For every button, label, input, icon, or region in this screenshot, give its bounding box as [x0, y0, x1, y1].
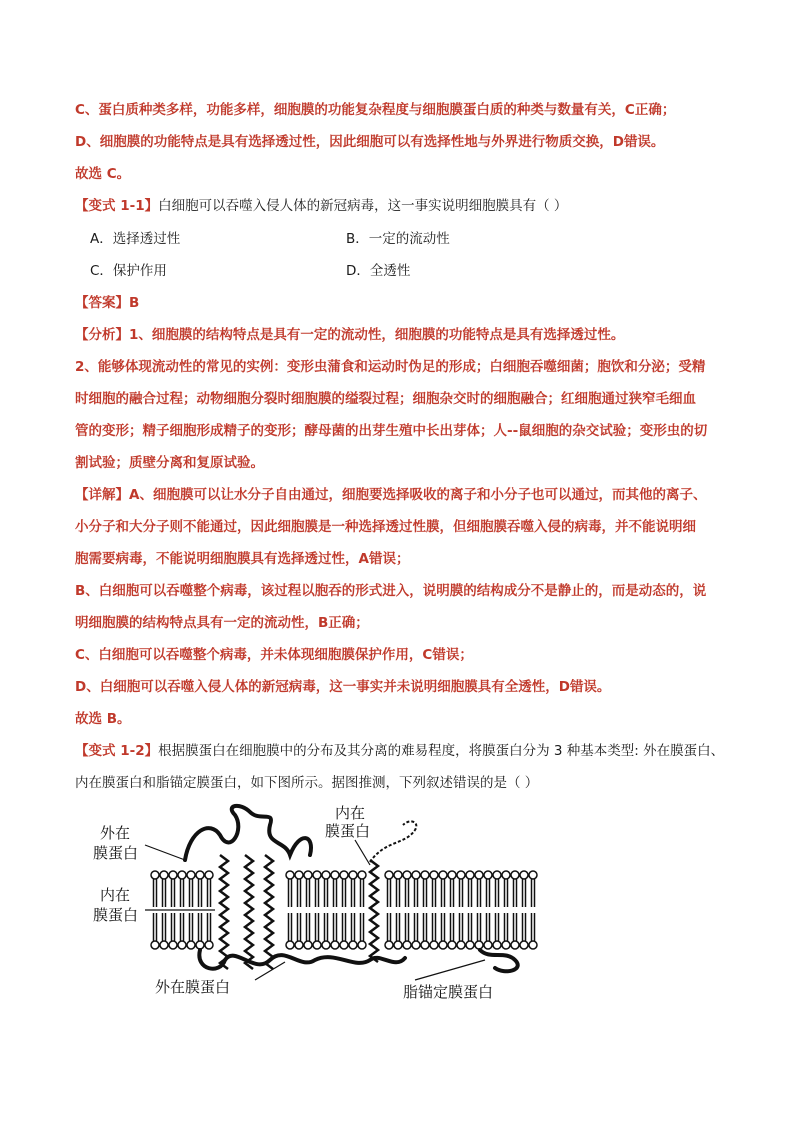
choose2-prefix: 故选	[75, 711, 107, 727]
lipid-tail	[334, 913, 337, 941]
lipid-head	[511, 941, 519, 949]
lipid-head	[322, 871, 330, 879]
choose-b-line	[75, 709, 131, 729]
detail-d-letter: D	[558, 679, 570, 695]
lipid-tail	[190, 913, 193, 941]
detail-d-text: D、白细胞可以吞噬入侵人体的新冠病毒，这一事实并未说明细胞膜具有全透性，	[75, 679, 559, 695]
lipid-head	[430, 871, 438, 879]
lipid-tail	[163, 913, 166, 941]
lipid-tail	[388, 879, 391, 907]
lipid-head	[349, 871, 357, 879]
lipid-head	[421, 941, 429, 949]
lipid-head	[466, 871, 474, 879]
variant-1-1-text: 白细胞可以吞噬入侵人体的新冠病毒，这一事实说明细胞膜具有（ ）	[158, 198, 568, 214]
lipid-tail	[172, 913, 175, 941]
analysis-line-5: 割试验；质壁分离和复原试验。	[75, 455, 264, 471]
lipid-tail	[316, 879, 319, 907]
lipid-tail	[523, 879, 526, 907]
detail-d-line	[75, 677, 610, 697]
lipid-head	[394, 941, 402, 949]
transmembrane-helix-4	[370, 860, 378, 962]
leader-inner-top	[355, 840, 370, 865]
lipid-tail	[343, 913, 346, 941]
label-lipid-anchor: 脂锚定膜蛋白	[403, 983, 494, 1001]
lipid-head	[385, 871, 393, 879]
lipid-head	[529, 941, 537, 949]
lipid-head	[430, 941, 438, 949]
lipid-head	[151, 941, 159, 949]
choose-suffix: 。	[116, 166, 131, 182]
lipid-head	[196, 941, 204, 949]
lipid-head	[502, 941, 510, 949]
lipid-head	[511, 871, 519, 879]
detail-a-3: 胞需要病毒，不能说明细胞膜具有选择透过性，	[75, 551, 359, 567]
lipid-tail	[442, 913, 445, 941]
lipid-head	[520, 871, 528, 879]
lipid-head	[448, 941, 456, 949]
item-d-tail: 错误。	[623, 134, 665, 150]
lipid-head	[484, 941, 492, 949]
lipid-tail	[397, 879, 400, 907]
lipid-tail	[199, 879, 202, 907]
lipid-head	[205, 941, 213, 949]
answer-value: B	[129, 295, 140, 311]
item-d-letter: D	[612, 134, 624, 150]
lipid-tail	[424, 913, 427, 941]
lipid-tail	[208, 913, 211, 941]
lipid-head	[178, 871, 186, 879]
lipid-tail	[532, 913, 535, 941]
choose2-answer: B	[106, 711, 117, 727]
lipid-tail	[415, 913, 418, 941]
lipid-head	[412, 871, 420, 879]
lipid-tail	[514, 913, 517, 941]
lipid-head	[187, 871, 195, 879]
detail-c-letter: C	[422, 647, 433, 663]
lipid-tail	[487, 879, 490, 907]
lipid-head	[484, 871, 492, 879]
detail-line-1	[75, 485, 706, 505]
lipid-tail	[325, 913, 328, 941]
label-outer-top-2: 膜蛋白	[93, 844, 139, 862]
leader-lipid-anchor	[415, 960, 485, 980]
lipid-tail	[406, 913, 409, 941]
label-inner-left-2: 膜蛋白	[93, 906, 139, 924]
lipid-head	[466, 941, 474, 949]
label-inner-top-1: 内在	[335, 804, 366, 822]
lipid-tail	[352, 913, 355, 941]
lipid-tail	[163, 879, 166, 907]
detail-tag: 【详解】	[75, 487, 129, 503]
lipid-tail	[478, 879, 481, 907]
item-c-text: C、蛋白质种类多样，功能多样，细胞膜的功能复杂程度与细胞膜蛋白质的种类与数量有关，	[75, 102, 625, 118]
analysis-line-3: 时细胞的融合过程；动物细胞分裂时细胞膜的缢裂过程；细胞杂交时的细胞融合；红细胞通过狭窄毛细血	[75, 391, 696, 407]
analysis-text-1: 1、细胞膜的结构特点是具有一定的流动性，细胞膜的功能特点是具有选择透过性。	[129, 327, 625, 343]
option-c: C．保护作用	[90, 263, 167, 279]
lipid-head	[322, 941, 330, 949]
lipid-head	[448, 871, 456, 879]
lipid-tail	[307, 913, 310, 941]
variant-1-2-line-2: 内在膜蛋白和脂锚定膜蛋白，如下图所示。据图推测，下列叙述错误的是（ ）	[75, 775, 539, 791]
item-d-line	[75, 132, 664, 152]
option-a: A．选择透过性	[90, 231, 181, 247]
inner-protein-top-tail	[370, 821, 416, 862]
lipid-head	[160, 941, 168, 949]
lipid-tail	[298, 879, 301, 907]
lipid-head	[187, 941, 195, 949]
analysis-tag: 【分析】	[75, 327, 129, 343]
lipid-head	[178, 941, 186, 949]
lipid-tail	[199, 913, 202, 941]
lipid-tail	[532, 879, 535, 907]
lipid-tail	[469, 913, 472, 941]
lipid-tail	[172, 879, 175, 907]
choose-c-line	[75, 164, 130, 184]
lipid-tail	[181, 913, 184, 941]
lipid-tail	[298, 913, 301, 941]
label-inner-left-1: 内在	[100, 886, 131, 904]
variant-1-1-question	[75, 196, 567, 216]
lipid-tail	[451, 879, 454, 907]
leader-outer-top	[145, 845, 185, 860]
lipid-head	[457, 941, 465, 949]
detail-b-2-line	[75, 613, 369, 633]
lipid-tail	[208, 879, 211, 907]
lipid-head	[520, 941, 528, 949]
lipid-head	[151, 871, 159, 879]
lipid-head	[358, 871, 366, 879]
lipid-tail	[406, 879, 409, 907]
lipid-tail	[325, 879, 328, 907]
outer-protein-top-loops	[185, 806, 311, 860]
detail-b-tail: 正确；	[328, 615, 369, 631]
lipid-head	[205, 871, 213, 879]
label-outer-top-1: 外在	[100, 824, 131, 842]
lipid-tail	[478, 913, 481, 941]
detail-a-2: 小分子和大分子则不能通过，因此细胞膜是一种选择透过性膜，但细胞膜吞噬入侵的病毒，并不能说明细	[75, 519, 696, 535]
lipid-tail	[361, 913, 364, 941]
lower-lipid-heads	[151, 913, 537, 949]
choose-prefix: 故选	[75, 166, 107, 182]
lipid-head	[331, 871, 339, 879]
lipid-tail	[424, 879, 427, 907]
lipid-tail	[505, 879, 508, 907]
analysis-line-4: 管的变形；精子细胞形成精子的变形；酵母菌的出芽生殖中长出芽体；人--鼠细胞的杂交试验；变形虫的切	[75, 423, 708, 439]
detail-a-letter: A	[358, 551, 369, 567]
transmembrane-helix-2	[245, 855, 253, 969]
lipid-head	[313, 941, 321, 949]
lipid-head	[358, 941, 366, 949]
variant-1-2-tag: 【变式 1-2】	[75, 743, 159, 759]
lipid-head	[493, 941, 501, 949]
lipid-head	[169, 871, 177, 879]
label-outer-bottom: 外在膜蛋白	[155, 978, 231, 996]
detail-a-3-line	[75, 549, 409, 569]
lipid-head	[385, 941, 393, 949]
lipid-head	[304, 941, 312, 949]
choose2-suffix: 。	[117, 711, 131, 727]
lipid-anchor-tail	[480, 950, 518, 971]
lipid-head	[457, 871, 465, 879]
lipid-tail	[442, 879, 445, 907]
analysis-line-2: 2、能够体现流动性的常见的实例：变形虫蒲食和运动时伪足的形成；白细胞吞噬细菌；胞饮和分泌；受精	[75, 359, 706, 375]
answer-tag: 【答案】	[75, 295, 129, 311]
detail-d-tail: 错误。	[569, 679, 611, 695]
lipid-tail	[316, 913, 319, 941]
lipid-tail	[487, 913, 490, 941]
lipid-tail	[343, 879, 346, 907]
lipid-head	[529, 871, 537, 879]
lipid-head	[295, 941, 303, 949]
lipid-tail	[433, 913, 436, 941]
lipid-tail	[361, 879, 364, 907]
option-b: B．一定的流动性	[346, 231, 450, 247]
lipid-head	[394, 871, 402, 879]
variant-1-2-text-1: 根据膜蛋白在细胞膜中的分布及其分离的难易程度，将膜蛋白分为 3 种基本类型: 外在膜蛋白、	[158, 743, 725, 759]
lipid-tail	[496, 913, 499, 941]
lipid-tail	[334, 879, 337, 907]
detail-c-tail: 错误；	[432, 647, 473, 663]
lipid-head	[286, 871, 294, 879]
lipid-head	[349, 941, 357, 949]
variant-1-1-tag: 【变式 1-1】	[75, 198, 159, 214]
detail-b-1: B、白细胞可以吞噬整个病毒，该过程以胞吞的形式进入，说明膜的结构成分不是静止的，而是动态的，说	[75, 583, 707, 599]
lipid-tail	[496, 879, 499, 907]
lipid-head	[295, 871, 303, 879]
item-c-line	[75, 100, 675, 120]
detail-c-line	[75, 645, 473, 665]
transmembrane-helix-1	[220, 855, 228, 969]
detail-a-1: A、细胞膜可以让水分子自由通过，细胞要选择吸收的离子和小分子也可以通过，而其他的离子、	[129, 487, 707, 503]
lipid-head	[421, 871, 429, 879]
lipid-tail	[190, 879, 193, 907]
item-d-text: D、细胞膜的功能特点是具有选择透过性，因此细胞可以有选择性地与外界进行物质交换，	[75, 134, 613, 150]
option-d: D．全透性	[346, 263, 411, 279]
lipid-tail	[289, 913, 292, 941]
lipid-tail	[307, 879, 310, 907]
detail-a-tail: 错误；	[368, 551, 410, 567]
item-c-letter: C	[624, 102, 635, 118]
lipid-tail	[433, 879, 436, 907]
lipid-tail	[415, 879, 418, 907]
item-c-tail: 正确；	[634, 102, 676, 118]
lipid-head	[304, 871, 312, 879]
lipid-head	[286, 941, 294, 949]
lipid-head	[412, 941, 420, 949]
lipid-tail	[397, 913, 400, 941]
lipid-head	[502, 871, 510, 879]
lipid-tail	[523, 913, 526, 941]
lipid-head	[340, 941, 348, 949]
lipid-tail	[460, 879, 463, 907]
analysis-line-1	[75, 325, 624, 345]
lipid-tail	[154, 879, 157, 907]
lipid-tail	[469, 879, 472, 907]
lipid-head	[313, 871, 321, 879]
lipid-tail	[451, 913, 454, 941]
detail-b-letter: B	[318, 615, 329, 631]
variant-1-2-line-1	[75, 741, 724, 761]
lipid-tail	[352, 879, 355, 907]
lipid-tail	[460, 913, 463, 941]
detail-b-2: 明细胞膜的结构特点具有一定的流动性，	[75, 615, 318, 631]
lipid-head	[475, 941, 483, 949]
membrane-protein-figure	[85, 800, 545, 1005]
lipid-tail	[154, 913, 157, 941]
lipid-tail	[514, 879, 517, 907]
detail-c-text: C、白细胞可以吞噬整个病毒，并未体现细胞膜保护作用，	[75, 647, 423, 663]
lipid-head	[331, 941, 339, 949]
lipid-head	[403, 941, 411, 949]
lipid-head	[475, 871, 483, 879]
choose-answer: C	[106, 166, 117, 182]
lipid-tail	[388, 913, 391, 941]
label-inner-top-2: 膜蛋白	[325, 822, 371, 840]
lipid-head	[196, 871, 204, 879]
lipid-head	[169, 941, 177, 949]
upper-lipid-heads	[151, 871, 537, 907]
lipid-head	[493, 871, 501, 879]
transmembrane-helix-3	[265, 855, 273, 969]
lipid-head	[439, 941, 447, 949]
lipid-head	[160, 871, 168, 879]
lipid-head	[403, 871, 411, 879]
lipid-head	[340, 871, 348, 879]
lipid-tail	[181, 879, 184, 907]
answer-line	[75, 293, 139, 313]
lipid-tail	[505, 913, 508, 941]
lipid-tail	[289, 879, 292, 907]
lipid-head	[439, 871, 447, 879]
